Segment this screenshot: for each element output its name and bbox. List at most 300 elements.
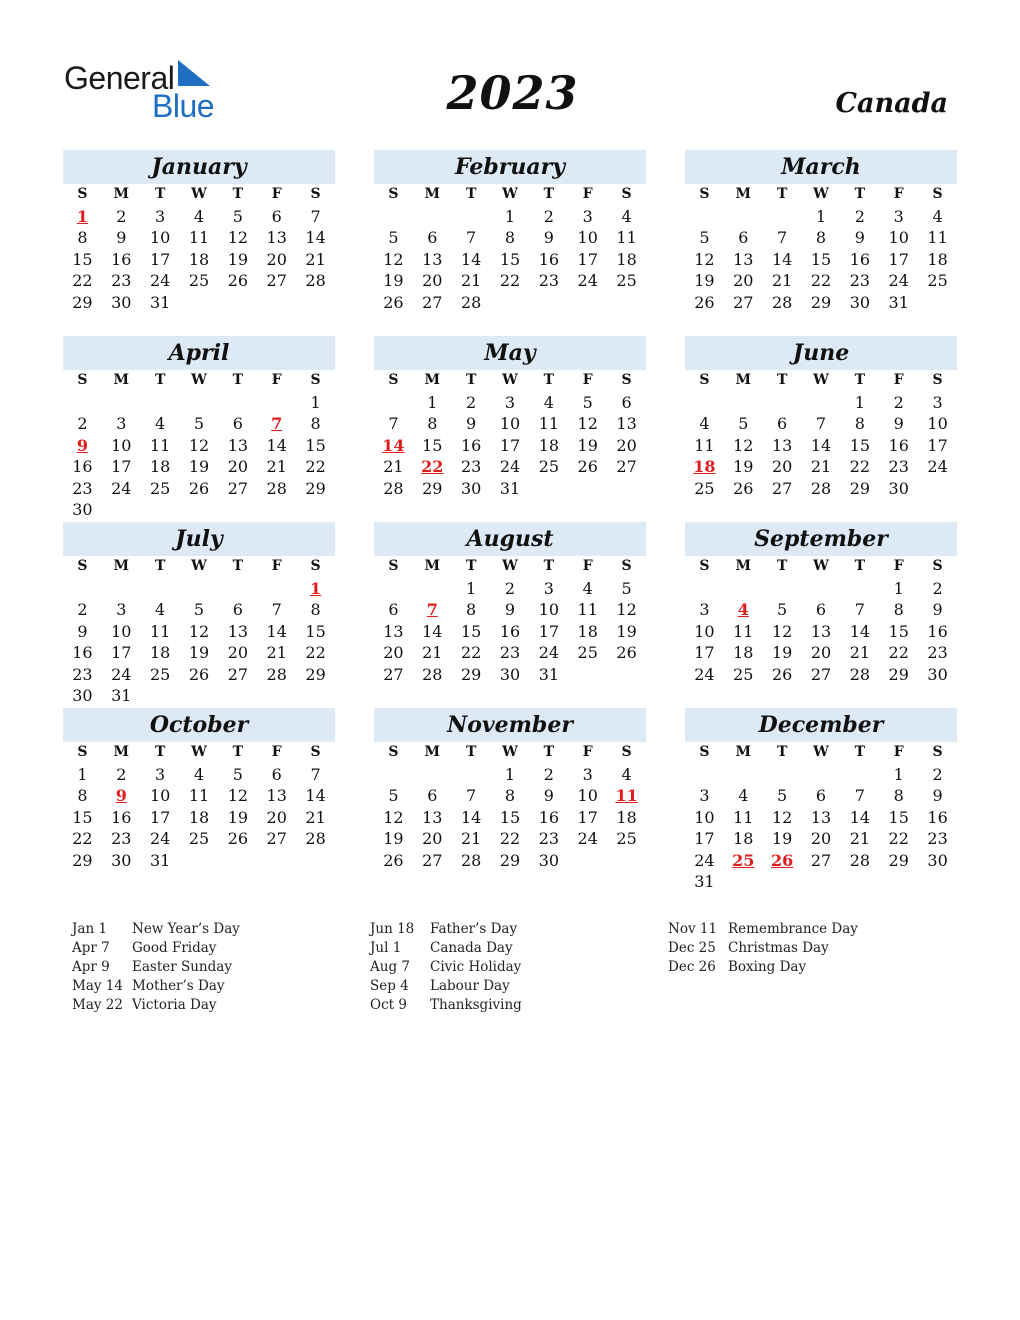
day-cell: 28 — [266, 664, 287, 684]
empty-day-cell — [607, 478, 646, 500]
holiday-day-cell: 26 — [771, 850, 794, 870]
day-cell: 7 — [310, 206, 321, 226]
weekday-label: M — [113, 558, 130, 574]
day-cell: 19 — [227, 249, 249, 269]
day-cell: 6 — [427, 786, 438, 805]
month-title: August — [374, 522, 646, 556]
holiday-name: Christmas Day — [728, 940, 829, 956]
day-cell: 17 — [111, 643, 132, 662]
day-cell: 15 — [72, 807, 93, 827]
day-cell: 18 — [577, 621, 598, 641]
empty-day-cell — [529, 292, 568, 314]
day-cell: 11 — [616, 228, 637, 247]
empty-day-cell — [724, 206, 763, 228]
empty-day-cell — [802, 871, 841, 893]
weekday-label: T — [154, 186, 166, 202]
week-row — [685, 599, 957, 621]
day-cell: 13 — [422, 807, 443, 827]
week-row — [374, 413, 646, 435]
week-row — [685, 392, 957, 414]
day-cell: 8 — [77, 786, 88, 805]
weekday-label: M — [424, 186, 441, 202]
week-row — [685, 206, 957, 228]
day-cell: 3 — [582, 764, 593, 784]
empty-day-cell — [763, 578, 802, 600]
week-row — [63, 392, 335, 414]
day-cell: 7 — [388, 414, 399, 433]
week-row — [685, 292, 957, 314]
day-cell: 22 — [460, 643, 482, 662]
day-cell: 25 — [733, 664, 754, 684]
weekday-label: M — [424, 558, 441, 574]
month-september — [685, 522, 957, 685]
day-cell: 30 — [849, 292, 871, 312]
empty-day-cell — [374, 206, 413, 228]
day-cell: 27 — [227, 478, 249, 498]
empty-day-cell — [802, 578, 841, 600]
week-row — [374, 578, 646, 600]
day-cell: 26 — [383, 292, 404, 312]
day-cell: 23 — [927, 829, 948, 848]
day-cell: 4 — [932, 206, 943, 226]
empty-day-cell — [257, 392, 296, 414]
day-cell: 29 — [888, 664, 909, 684]
holiday-day-cell: 7 — [426, 600, 438, 619]
day-cell: 15 — [499, 807, 521, 827]
day-cell: 9 — [543, 228, 554, 247]
month-title: June — [685, 336, 957, 370]
weekday-label: W — [191, 372, 207, 388]
weekday-label: S — [310, 558, 321, 574]
weekday-label: S — [699, 186, 710, 202]
weekday-header-row — [685, 742, 957, 764]
day-cell: 18 — [927, 249, 948, 269]
day-cell: 13 — [266, 786, 287, 805]
week-row — [63, 828, 335, 850]
empty-day-cell — [413, 578, 452, 600]
day-cell: 12 — [227, 228, 249, 247]
weekday-label: F — [582, 186, 593, 202]
week-row — [63, 621, 335, 643]
day-cell: 28 — [849, 850, 871, 870]
weekday-header-row — [63, 556, 335, 578]
weekday-label: T — [543, 372, 555, 388]
day-cell: 2 — [543, 206, 554, 226]
week-row — [374, 392, 646, 414]
holiday-date: Oct 9 — [370, 997, 407, 1013]
day-cell: 10 — [499, 414, 521, 433]
week-row — [685, 828, 957, 850]
weekday-label: T — [465, 744, 477, 760]
empty-day-cell — [568, 478, 607, 500]
holiday-name: Victoria Day — [132, 997, 217, 1013]
day-cell: 29 — [810, 292, 832, 312]
day-cell: 29 — [849, 478, 871, 498]
day-cell: 11 — [733, 621, 754, 641]
weekday-header-row — [374, 742, 646, 764]
day-cell: 31 — [499, 478, 521, 498]
day-cell: 20 — [227, 457, 249, 476]
day-cell: 5 — [582, 392, 593, 412]
holiday-column — [668, 920, 858, 977]
month-may — [374, 336, 646, 499]
day-cell: 9 — [854, 228, 865, 247]
day-cell: 30 — [538, 850, 560, 870]
empty-day-cell — [568, 664, 607, 686]
weekday-label: M — [735, 186, 752, 202]
empty-day-cell — [685, 764, 724, 786]
weekday-label: W — [502, 186, 518, 202]
day-cell: 20 — [227, 643, 249, 662]
day-cell: 17 — [694, 829, 715, 848]
empty-day-cell — [374, 392, 413, 414]
holiday-entry — [72, 958, 240, 977]
empty-day-cell — [102, 578, 141, 600]
empty-day-cell — [296, 850, 335, 872]
weekday-label: T — [776, 744, 788, 760]
day-cell: 21 — [266, 643, 287, 662]
empty-day-cell — [374, 578, 413, 600]
day-cell: 16 — [72, 457, 93, 476]
day-cell: 29 — [499, 850, 521, 870]
weekday-header-row — [63, 370, 335, 392]
weekday-label: W — [191, 558, 207, 574]
day-cell: 19 — [616, 621, 637, 641]
logo-triangle-icon — [178, 60, 212, 90]
empty-day-cell — [840, 764, 879, 786]
day-cell: 10 — [111, 621, 132, 641]
holiday-date: Apr 7 — [72, 940, 110, 956]
week-row — [374, 599, 646, 621]
weekday-label: S — [932, 186, 943, 202]
day-cell: 9 — [504, 600, 516, 619]
day-cell: 13 — [810, 807, 832, 827]
empty-day-cell — [218, 392, 257, 414]
day-cell: 16 — [849, 249, 871, 269]
weekday-label: W — [813, 744, 829, 760]
day-cell: 15 — [422, 435, 443, 455]
empty-day-cell — [452, 764, 491, 786]
day-cell: 10 — [694, 807, 715, 827]
week-row — [374, 227, 646, 249]
day-cell: 4 — [621, 764, 632, 784]
weekday-label: S — [699, 558, 710, 574]
day-cell: 24 — [577, 829, 598, 848]
day-cell: 30 — [111, 292, 132, 312]
empty-day-cell — [141, 578, 180, 600]
day-cell: 9 — [116, 228, 127, 247]
weekday-label: F — [582, 744, 593, 760]
day-cell: 15 — [849, 435, 871, 455]
day-cell: 4 — [582, 578, 593, 598]
week-row — [685, 578, 957, 600]
day-cell: 8 — [466, 600, 477, 619]
day-cell: 13 — [383, 621, 404, 641]
holiday-day-cell: 7 — [271, 414, 283, 433]
empty-day-cell — [180, 499, 219, 521]
day-cell: 25 — [616, 271, 637, 290]
day-cell: 1 — [893, 764, 904, 784]
empty-day-cell — [218, 292, 257, 314]
empty-day-cell — [763, 764, 802, 786]
empty-day-cell — [802, 392, 841, 414]
day-cell: 15 — [305, 621, 326, 641]
empty-day-cell — [918, 871, 957, 893]
week-row — [374, 621, 646, 643]
week-row — [374, 764, 646, 786]
day-cell: 14 — [849, 621, 871, 641]
holiday-entry — [370, 977, 522, 996]
holiday-entry — [370, 920, 522, 939]
day-cell: 20 — [266, 807, 287, 827]
day-cell: 14 — [460, 249, 482, 269]
day-cell: 24 — [111, 478, 132, 498]
week-row — [63, 478, 335, 500]
day-cell: 19 — [577, 435, 598, 455]
empty-day-cell — [568, 292, 607, 314]
day-cell: 27 — [227, 664, 249, 684]
day-cell: 19 — [733, 457, 754, 476]
empty-day-cell — [141, 499, 180, 521]
weekday-label: T — [154, 372, 166, 388]
empty-day-cell — [374, 764, 413, 786]
day-cell: 27 — [810, 850, 832, 870]
day-cell: 30 — [460, 478, 482, 498]
weekday-label: M — [113, 372, 130, 388]
weekday-label: T — [543, 186, 555, 202]
day-cell: 22 — [72, 271, 93, 290]
weekday-label: F — [893, 744, 904, 760]
day-cell: 4 — [699, 414, 710, 433]
holiday-entry — [668, 920, 858, 939]
weekday-label: W — [502, 744, 518, 760]
day-cell: 19 — [771, 643, 793, 662]
empty-day-cell — [724, 871, 763, 893]
day-cell: 22 — [888, 643, 909, 662]
weekday-label: S — [699, 744, 710, 760]
day-cell: 26 — [188, 478, 210, 498]
day-cell: 12 — [188, 621, 210, 641]
day-cell: 24 — [149, 829, 171, 848]
empty-day-cell — [452, 206, 491, 228]
day-cell: 22 — [849, 457, 871, 476]
month-august — [374, 522, 646, 685]
day-cell: 15 — [810, 249, 832, 269]
week-row — [374, 642, 646, 664]
day-cell: 16 — [927, 807, 948, 827]
week-row — [63, 249, 335, 271]
weekday-label: M — [113, 186, 130, 202]
day-cell: 14 — [849, 807, 871, 827]
weekday-label: F — [893, 186, 904, 202]
week-row — [374, 270, 646, 292]
day-cell: 1 — [466, 578, 477, 598]
day-cell: 8 — [77, 228, 88, 247]
month-title: July — [63, 522, 335, 556]
day-cell: 15 — [305, 435, 326, 455]
day-cell: 14 — [771, 249, 793, 269]
day-cell: 16 — [72, 643, 93, 662]
weekday-label: T — [854, 372, 866, 388]
weekday-label: S — [310, 186, 321, 202]
day-cell: 4 — [738, 786, 749, 805]
week-row — [374, 478, 646, 500]
day-cell: 30 — [927, 850, 948, 870]
week-row — [374, 664, 646, 686]
month-title: December — [685, 708, 957, 742]
month-december — [685, 708, 957, 893]
weekday-label: T — [465, 186, 477, 202]
day-cell: 25 — [188, 271, 210, 290]
holiday-entry — [72, 996, 240, 1015]
day-cell: 14 — [460, 807, 482, 827]
day-cell: 10 — [888, 228, 909, 247]
empty-day-cell — [257, 292, 296, 314]
day-cell: 23 — [72, 478, 93, 498]
day-cell: 25 — [927, 271, 948, 290]
day-cell: 7 — [777, 228, 788, 247]
holiday-day-cell: 14 — [382, 435, 405, 455]
weekday-label: M — [424, 372, 441, 388]
holiday-entry — [668, 958, 858, 977]
week-row — [63, 578, 335, 600]
weekday-label: S — [77, 186, 88, 202]
day-cell: 28 — [460, 850, 482, 870]
day-cell: 24 — [577, 271, 598, 290]
empty-day-cell — [879, 871, 918, 893]
day-cell: 8 — [310, 414, 321, 433]
empty-day-cell — [763, 871, 802, 893]
day-cell: 3 — [893, 206, 904, 226]
week-row — [685, 785, 957, 807]
day-cell: 13 — [733, 249, 754, 269]
weekday-label: T — [543, 558, 555, 574]
day-cell: 24 — [694, 850, 715, 870]
day-cell: 12 — [616, 600, 637, 619]
week-row — [63, 664, 335, 686]
day-cell: 21 — [849, 829, 871, 848]
week-row — [374, 435, 646, 457]
holiday-entry — [72, 977, 240, 996]
day-cell: 21 — [422, 643, 443, 662]
day-cell: 16 — [111, 807, 132, 827]
day-cell: 31 — [149, 850, 171, 870]
empty-day-cell — [413, 206, 452, 228]
empty-day-cell — [607, 664, 646, 686]
day-cell: 29 — [305, 664, 326, 684]
day-cell: 21 — [849, 643, 871, 662]
day-cell: 25 — [149, 478, 171, 498]
day-cell: 6 — [815, 600, 827, 619]
day-cell: 14 — [305, 228, 326, 247]
day-cell: 2 — [893, 392, 904, 412]
day-cell: 8 — [504, 786, 516, 805]
day-cell: 12 — [733, 435, 754, 455]
empty-day-cell — [763, 206, 802, 228]
day-cell: 30 — [888, 478, 909, 498]
day-cell: 14 — [810, 435, 832, 455]
day-cell: 29 — [305, 478, 326, 498]
day-cell: 16 — [111, 249, 132, 269]
day-cell: 27 — [810, 664, 832, 684]
weekday-label: F — [893, 372, 904, 388]
day-cell: 8 — [310, 600, 321, 619]
empty-day-cell — [257, 850, 296, 872]
day-cell: 10 — [538, 600, 560, 619]
empty-day-cell — [218, 850, 257, 872]
day-cell: 28 — [383, 478, 404, 498]
day-cell: 30 — [499, 664, 521, 684]
day-cell: 22 — [810, 271, 832, 290]
holiday-column — [72, 920, 240, 1015]
day-cell: 27 — [422, 850, 443, 870]
holiday-date: Dec 25 — [668, 940, 716, 956]
month-title: February — [374, 150, 646, 184]
day-cell: 1 — [77, 764, 88, 784]
day-cell: 8 — [854, 414, 865, 433]
day-cell: 4 — [621, 206, 632, 226]
weekday-label: W — [191, 744, 207, 760]
weekday-label: S — [699, 372, 710, 388]
day-cell: 27 — [266, 829, 287, 848]
day-cell: 26 — [577, 457, 598, 476]
empty-day-cell — [180, 850, 219, 872]
day-cell: 21 — [460, 271, 482, 290]
empty-day-cell — [724, 392, 763, 414]
day-cell: 4 — [155, 600, 166, 619]
weekday-label: T — [776, 558, 788, 574]
holiday-name: Civic Holiday — [430, 959, 522, 975]
day-cell: 18 — [149, 457, 171, 476]
week-row — [63, 435, 335, 457]
week-row — [685, 764, 957, 786]
empty-day-cell — [218, 578, 257, 600]
holiday-date: Jun 18 — [370, 921, 415, 937]
day-cell: 2 — [504, 578, 516, 598]
holiday-date: Aug 7 — [370, 959, 410, 975]
month-title: October — [63, 708, 335, 742]
day-cell: 23 — [888, 457, 909, 476]
holiday-day-cell: 9 — [76, 435, 88, 455]
weekday-header-row — [685, 556, 957, 578]
day-cell: 16 — [538, 249, 560, 269]
day-cell: 13 — [771, 435, 793, 455]
week-row — [63, 456, 335, 478]
weekday-label: T — [543, 744, 555, 760]
empty-day-cell — [218, 499, 257, 521]
day-cell: 8 — [893, 786, 904, 805]
day-cell: 27 — [422, 292, 443, 312]
day-cell: 7 — [271, 600, 282, 619]
day-cell: 16 — [927, 621, 948, 641]
day-cell: 4 — [193, 764, 205, 784]
day-cell: 22 — [499, 271, 521, 290]
holiday-date: Apr 9 — [72, 959, 110, 975]
day-cell: 15 — [499, 249, 521, 269]
day-cell: 13 — [227, 621, 249, 641]
day-cell: 6 — [738, 228, 749, 247]
weekday-label: F — [271, 372, 282, 388]
day-cell: 6 — [271, 206, 282, 226]
day-cell: 16 — [888, 435, 909, 455]
day-cell: 3 — [155, 206, 166, 226]
weekday-label: M — [735, 372, 752, 388]
day-cell: 7 — [466, 228, 477, 247]
empty-day-cell — [180, 292, 219, 314]
weekday-label: F — [893, 558, 904, 574]
empty-day-cell — [257, 578, 296, 600]
day-cell: 16 — [460, 435, 482, 455]
